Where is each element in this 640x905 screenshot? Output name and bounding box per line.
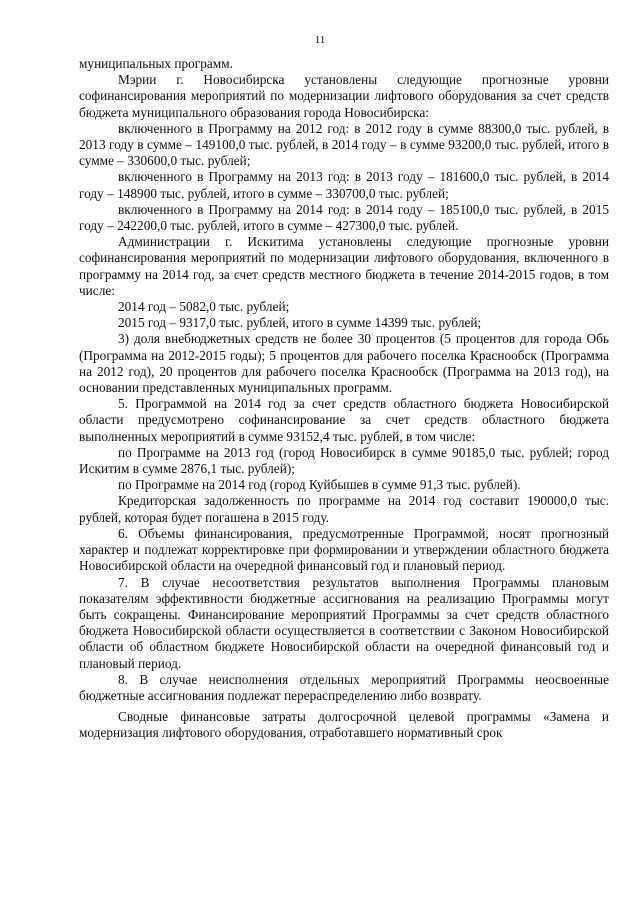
paragraph-section-7: 7. В случае несоответствия результатов выполнения Программы плановым показателям эффективности бюджетные ассигнования на реализацию Программы могут быть сокращены. Финансирование мероприятий Программы за счет средств областного бюджета Новосибирской области осуществляется в соответствии с Законом Новосибирской области об областном бюджете Новосибирской области на очередной финансовый год и плановый период. [79, 574, 609, 671]
paragraph-program-2014-cities: по Программе на 2014 год (город Куйбышев в сумме 91,3 тыс. рублей). [118, 477, 521, 493]
paragraph-section-5: 5. Программой на 2014 год за счет средств областного бюджета Новосибирской области предусмотрено софинансирование за счет средств областного бюджета выполненных мероприятий в сумме 93152,4 тыс. рублей, в том числе: [79, 396, 609, 444]
paragraph-extrabudgetary-share: 3) доля внебюджетных средств не более 30 процентов (5 процентов для города Обь (Программа на 2012-2015 годы); 5 процентов для рабочего поселка Краснообск (Программа на 2012 год), 20 процентов для рабочего поселка Краснообск (Программа на 2013 год), на основании представленных муниципальных программ. [79, 331, 609, 396]
paragraph-continuation: муниципальных программ. [79, 56, 233, 71]
paragraph-novosibirsk-cofinancing: Мэрии г. Новосибирска установлены следующие прогнозные уровни софинансирования мероприятий по модернизации лифтового оборудования за счет средств бюджета муниципального образования города Новосибирска: [79, 72, 609, 120]
paragraph-program-2013: включенного в Программу на 2013 год: в 2013 году – 181600,0 тыс. рублей, в 2014 году – 148900 тыс. рублей, итого в сумме – 330700,0 тыс. рублей; [79, 169, 609, 201]
paragraph-program-2013-cities: по Программе на 2013 год (город Новосибирск в сумме 90185,0 тыс. рублей; город Искитим в сумме 2876,1 тыс. рублей); [79, 444, 609, 477]
paragraph-program-2012: включенного в Программу на 2012 год: в 2012 году в сумме 88300,0 тыс. рублей, в 2013 году в сумме – 149100,0 тыс. рублей, в 2014 году – в сумме 93200,0 тыс. рублей, итого в сумме – 330600,0 тыс. рублей; [79, 120, 609, 169]
paragraph-summary-costs: Сводные финансовые затраты долгосрочной целевой программы «Замена и модернизация лифтового оборудования, отработавшего нормативный срок [79, 709, 609, 741]
paragraph-iskitim-2014: 2014 год – 5082,0 тыс. рублей; [118, 299, 290, 315]
paragraph-iskitim-cofinancing: Администрации г. Искитима установлены следующие прогнозные уровни софинансирования мероприятий по модернизации лифтового оборудования, включенного в программу на 2014 год, за счет средств местного бюджета в течение 2014-2015 годов, в том числе: [79, 234, 609, 298]
paragraph-accounts-payable: Кредиторская задолженность по программе на 2014 год составит 190000,0 тыс. рублей, которая будет погашена в 2015 году. [79, 493, 609, 525]
page-number: 11 [314, 34, 326, 46]
paragraph-iskitim-2015: 2015 год – 9317,0 тыс. рублей, итого в сумме 14399 тыс. рублей; [118, 315, 482, 331]
paragraph-program-2014: включенного в Программу на 2014 год: в 2014 году – 185100,0 тыс. рублей, в 2015 году – 242200,0 тыс. рублей, итого в сумме – 427300,0 тыс. рублей. [79, 201, 609, 234]
document-body [79, 56, 609, 742]
paragraph-section-8: 8. В случае неисполнения отдельных мероприятий Программы неосвоенные бюджетные ассигнования подлежат перераспределению либо возврату. [79, 671, 609, 703]
paragraph-section-6: 6. Объемы финансирования, предусмотренные Программой, носят прогнозный характер и подлежат корректировке при формировании и утверждении областного бюджета Новосибирской области на очередной финансовый год и плановый период. [79, 525, 609, 574]
